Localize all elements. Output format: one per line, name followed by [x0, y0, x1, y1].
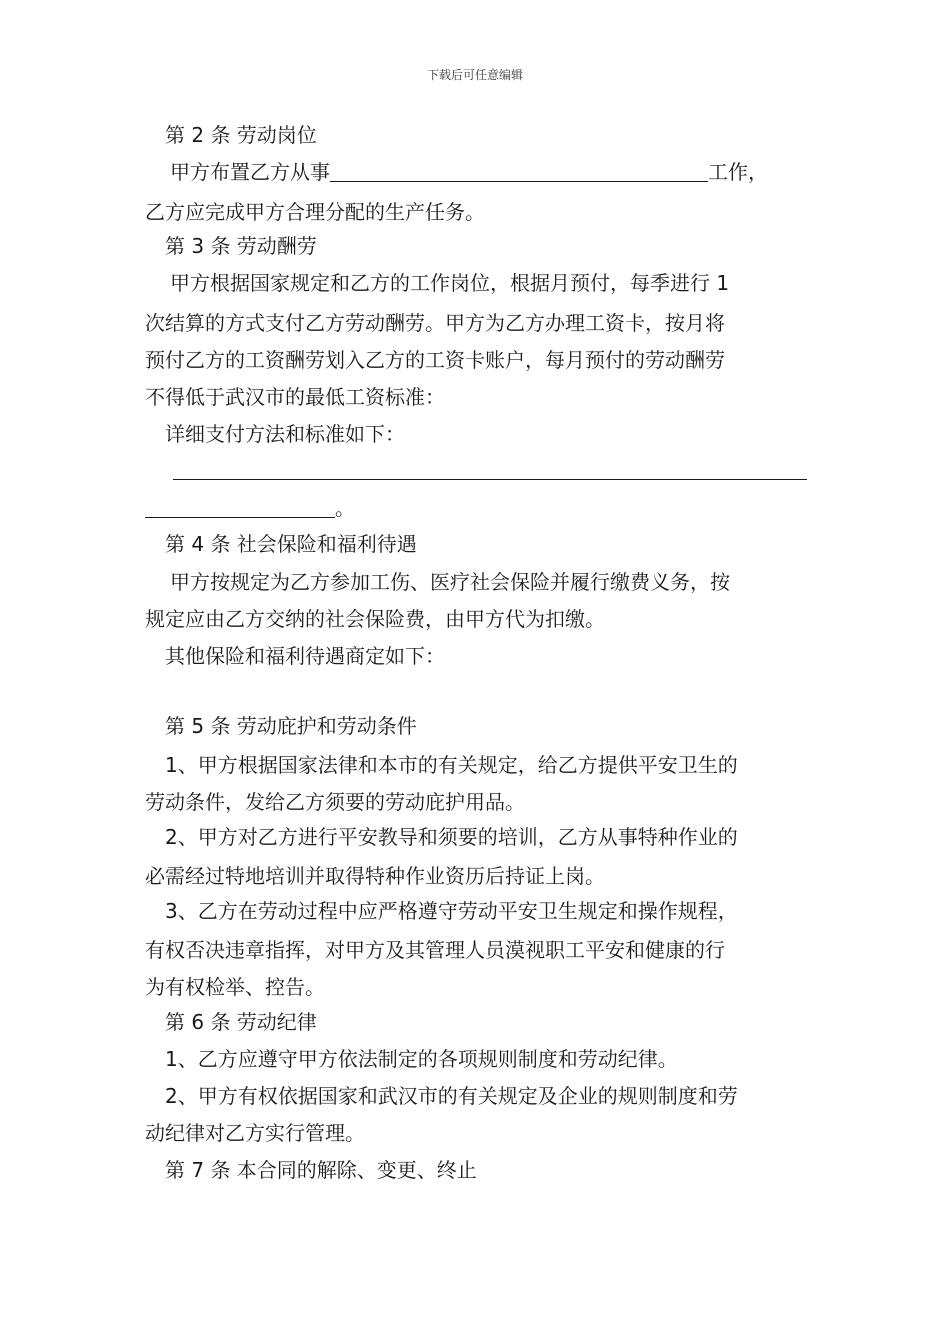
- paragraph-line: 甲方根据国家规定和乙方的工作岗位，根据月预付，每季进行 1: [170, 271, 730, 295]
- paragraph-line: 不得低于武汉市的最低工资标准：: [145, 385, 445, 409]
- paragraph-line: 劳动条件，发给乙方须要的劳动庇护用品。: [145, 790, 525, 814]
- text-segment: 。: [335, 496, 355, 520]
- fill-in-blank: [145, 497, 335, 518]
- paragraph-line: 详细支付方法和标准如下：: [165, 422, 405, 446]
- paragraph-line: 1、乙方应遵守甲方依法制定的各项规则制度和劳动纪律。: [165, 1047, 678, 1071]
- paragraph-line: 2、甲方有权依据国家和武汉市的有关规定及企业的规则制度和劳: [165, 1084, 738, 1108]
- fill-in-line: [173, 456, 807, 484]
- paragraph-line: 甲方按规定为乙方参加工伤、医疗社会保险并履行缴费义务，按: [170, 570, 730, 594]
- fill-in-blank: [330, 161, 708, 182]
- article-heading: 第 3 条 劳动酬劳: [165, 234, 317, 258]
- paragraph-line: 次结算的方式支付乙方劳动酬劳。甲方为乙方办理工资卡，按月将: [145, 311, 725, 335]
- article-heading: 第 2 条 劳动岗位: [165, 123, 317, 147]
- article-heading: 第 4 条 社会保险和福利待遇: [165, 532, 417, 556]
- paragraph-line: 3、乙方在劳动过程中应严格遵守劳动平安卫生规定和操作规程，: [165, 899, 738, 923]
- paragraph-line: 有权否决违章指挥，对甲方及其管理人员漠视职工平安和健康的行: [145, 938, 725, 962]
- paragraph-line: 乙方应完成甲方合理分配的生产任务。: [145, 200, 485, 224]
- fill-in-line: [145, 494, 355, 522]
- fill-in-blank: [173, 459, 807, 480]
- article-heading: 第 6 条 劳动纪律: [165, 1010, 317, 1034]
- paragraph-line: 1、甲方根据国家法律和本市的有关规定，给乙方提供平安卫生的: [165, 753, 738, 777]
- paragraph-line: 动纪律对乙方实行管理。: [145, 1121, 365, 1145]
- paragraph-line: [170, 158, 768, 186]
- paragraph-line: 预付乙方的工资酬劳划入乙方的工资卡账户，每月预付的劳动酬劳: [145, 348, 725, 372]
- page-header: 下载后可任意编辑: [426, 68, 523, 82]
- article-heading: 第 7 条 本合同的解除、变更、终止: [165, 1158, 477, 1182]
- article-heading: 第 5 条 劳动庇护和劳动条件: [165, 714, 417, 738]
- paragraph-line: 规定应由乙方交纳的社会保险费，由甲方代为扣缴。: [145, 607, 605, 631]
- paragraph-line: 必需经过特地培训并取得特种作业资历后持证上岗。: [145, 864, 605, 888]
- paragraph-line: 其他保险和福利待遇商定如下：: [165, 644, 445, 668]
- text-segment: 工作，: [708, 160, 768, 184]
- text-segment: 甲方布置乙方从事: [170, 160, 330, 184]
- paragraph-line: 为有权检举、控告。: [145, 975, 325, 999]
- paragraph-line: 2、甲方对乙方进行平安教导和须要的培训，乙方从事特种作业的: [165, 825, 738, 849]
